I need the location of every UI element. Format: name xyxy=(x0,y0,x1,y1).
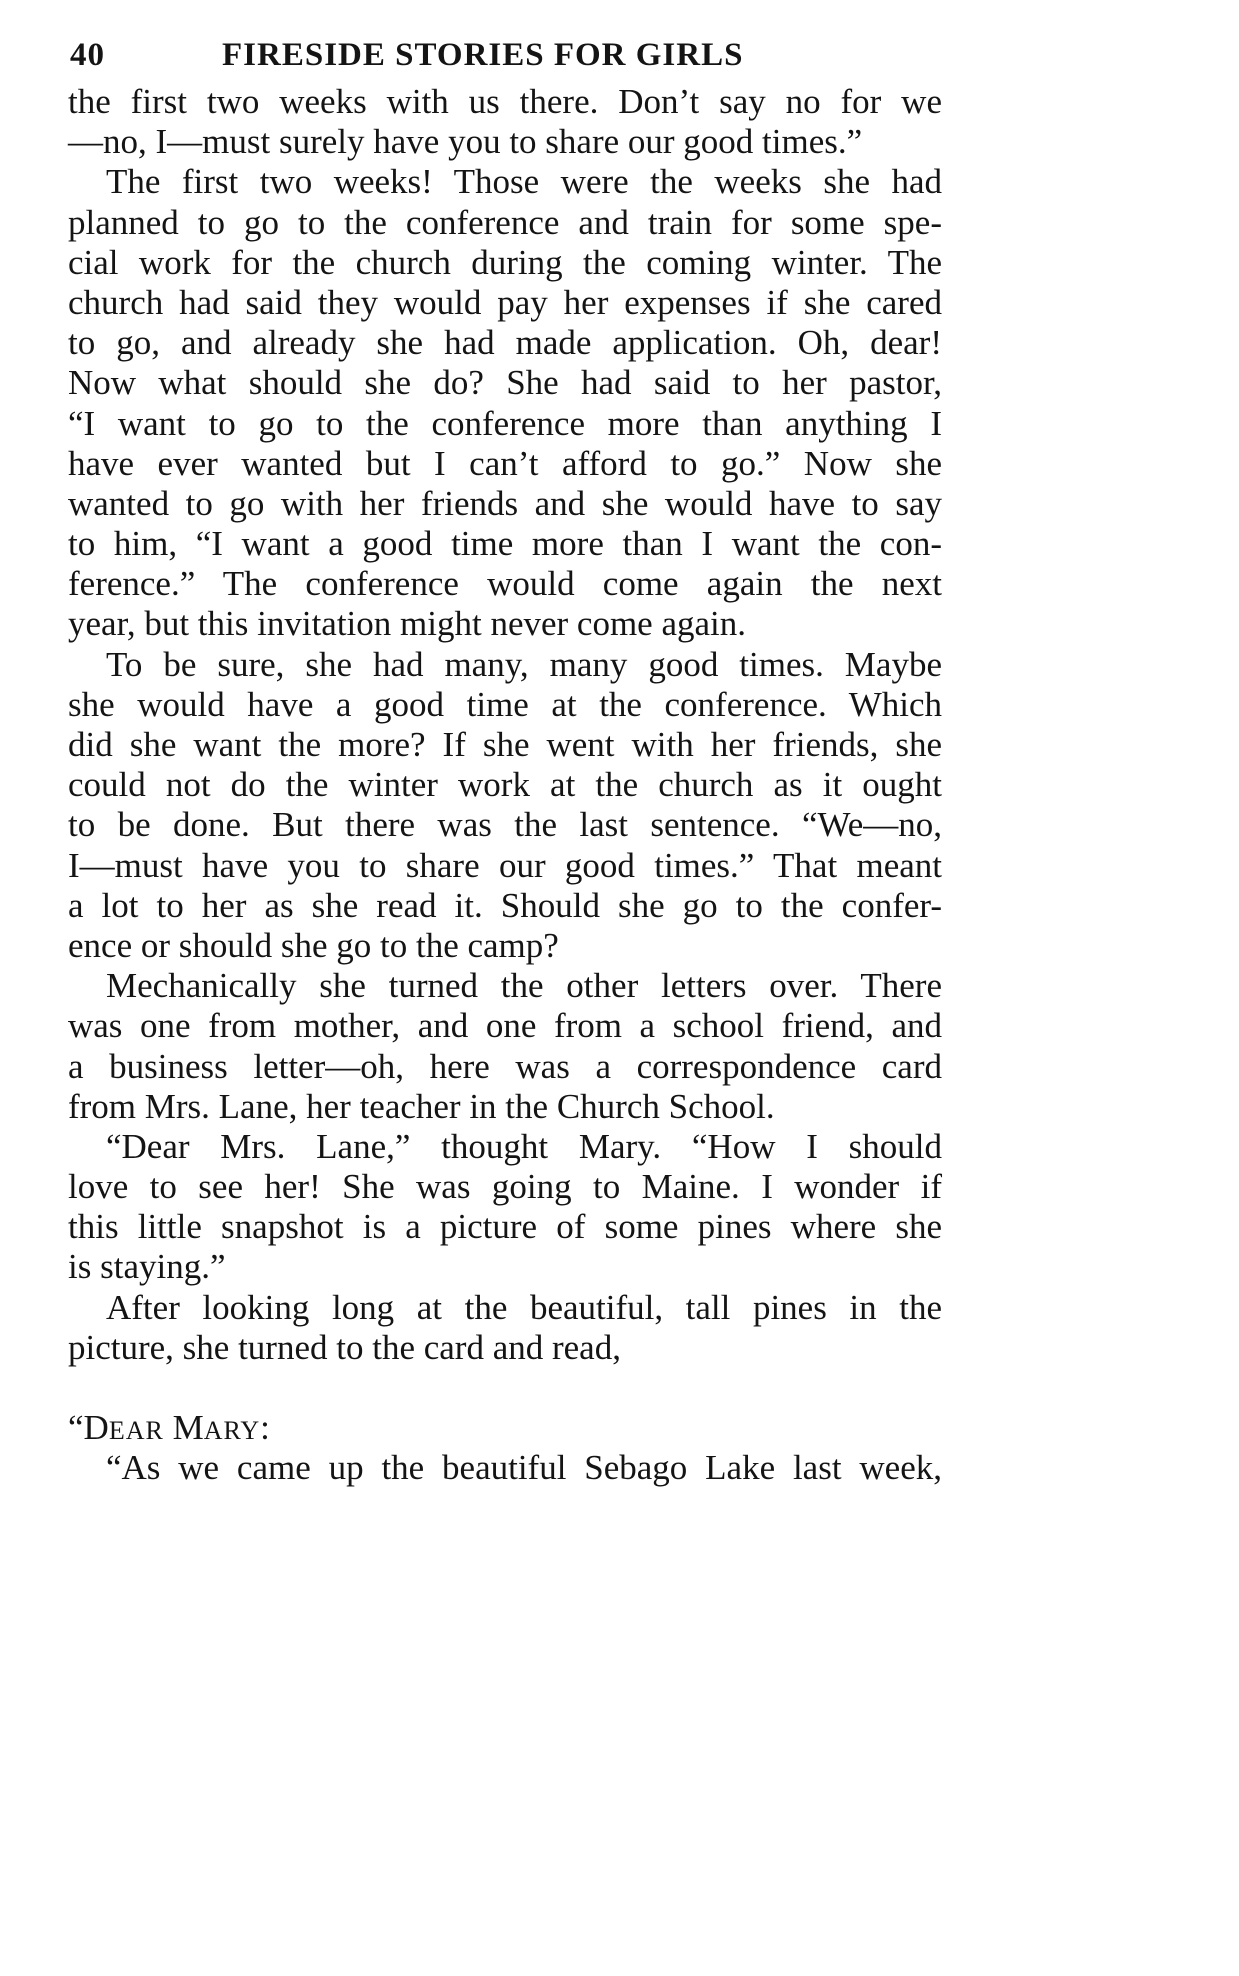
text-line: did she want the more? If she went with her friends, she xyxy=(68,725,942,764)
blank-line xyxy=(68,1368,942,1408)
text-line: to be done. But there was the last sentence. “We—no, xyxy=(68,805,942,845)
running-head xyxy=(70,30,950,80)
salutation-d-cap: D xyxy=(83,1408,109,1447)
text-line: “Dear Mrs. Lane,” thought Mary. “How I should xyxy=(106,1126,942,1166)
body-text xyxy=(68,82,942,1488)
letter-salutation xyxy=(68,1408,942,1448)
text-line: from Mrs. Lane, her teacher in the Church School. xyxy=(68,1086,775,1126)
text-line: “I want to go to the conference more than anything I xyxy=(68,403,942,443)
salutation-colon: : xyxy=(260,1408,270,1447)
page-number: 40 xyxy=(70,37,105,73)
text-line: After looking long at the beautiful, tall pines in the xyxy=(106,1287,942,1327)
text-line: The first two weeks! Those were the weeks she had xyxy=(106,162,942,202)
text-line: to go, and already she had made application. Oh, dear! xyxy=(68,323,942,363)
salutation-quote: “ xyxy=(68,1408,84,1447)
text-line: To be sure, she had many, many good times. Maybe xyxy=(106,644,942,684)
text-line: “As we came up the beautiful Sebago Lake last week, xyxy=(106,1448,942,1488)
text-line: could not do the winter work at the church as it ought xyxy=(68,765,942,805)
text-line: cial work for the church during the coming winter. The xyxy=(68,242,942,282)
text-line: planned to go to the conference and train for some spe- xyxy=(68,202,942,242)
text-line: wanted to go with her friends and she would have to say xyxy=(68,483,942,523)
text-line: to him, “I want a good time more than I want the con- xyxy=(68,524,942,564)
salutation-m-rest: ARY xyxy=(203,1416,261,1445)
text-line: have ever wanted but I can’t afford to go.” Now she xyxy=(68,443,942,483)
text-line: was one from mother, and one from a school friend, and xyxy=(68,1006,942,1046)
text-line: love to see her! She was going to Maine. I wonder if xyxy=(68,1167,942,1207)
salutation-m-cap: M xyxy=(172,1408,204,1447)
text-line: ference.” The conference would come again the next xyxy=(68,564,942,604)
text-line: picture, she turned to the card and read, xyxy=(68,1327,621,1367)
text-line: Now what should she do? She had said to her pastor, xyxy=(68,363,942,403)
book-title: FIRESIDE STORIES FOR GIRLS xyxy=(222,37,744,73)
text-line: —no, I—must surely have you to share our good times.” xyxy=(68,122,863,162)
text-line: year, but this invitation might never come again. xyxy=(68,604,747,644)
text-line: she would have a good time at the conference. Which xyxy=(68,684,942,724)
text-line: ence or should she go to the camp? xyxy=(68,925,559,965)
text-line: Mechanically she turned the other letters over. There xyxy=(106,966,942,1006)
text-line: this little snapshot is a picture of some pines where she xyxy=(68,1207,942,1247)
text-line: a lot to her as she read it. Should she go to the confer- xyxy=(68,885,942,925)
text-line: church had said they would pay her expenses if she cared xyxy=(68,282,942,322)
text-line: I—must have you to share our good times.” That meant xyxy=(68,845,942,885)
text-line: is staying.” xyxy=(68,1247,226,1287)
salutation-d-rest: EAR xyxy=(108,1416,164,1445)
text-line: the first two weeks with us there. Don’t say no for we xyxy=(68,82,942,121)
text-line: a business letter—oh, here was a correspondence card xyxy=(68,1046,942,1086)
